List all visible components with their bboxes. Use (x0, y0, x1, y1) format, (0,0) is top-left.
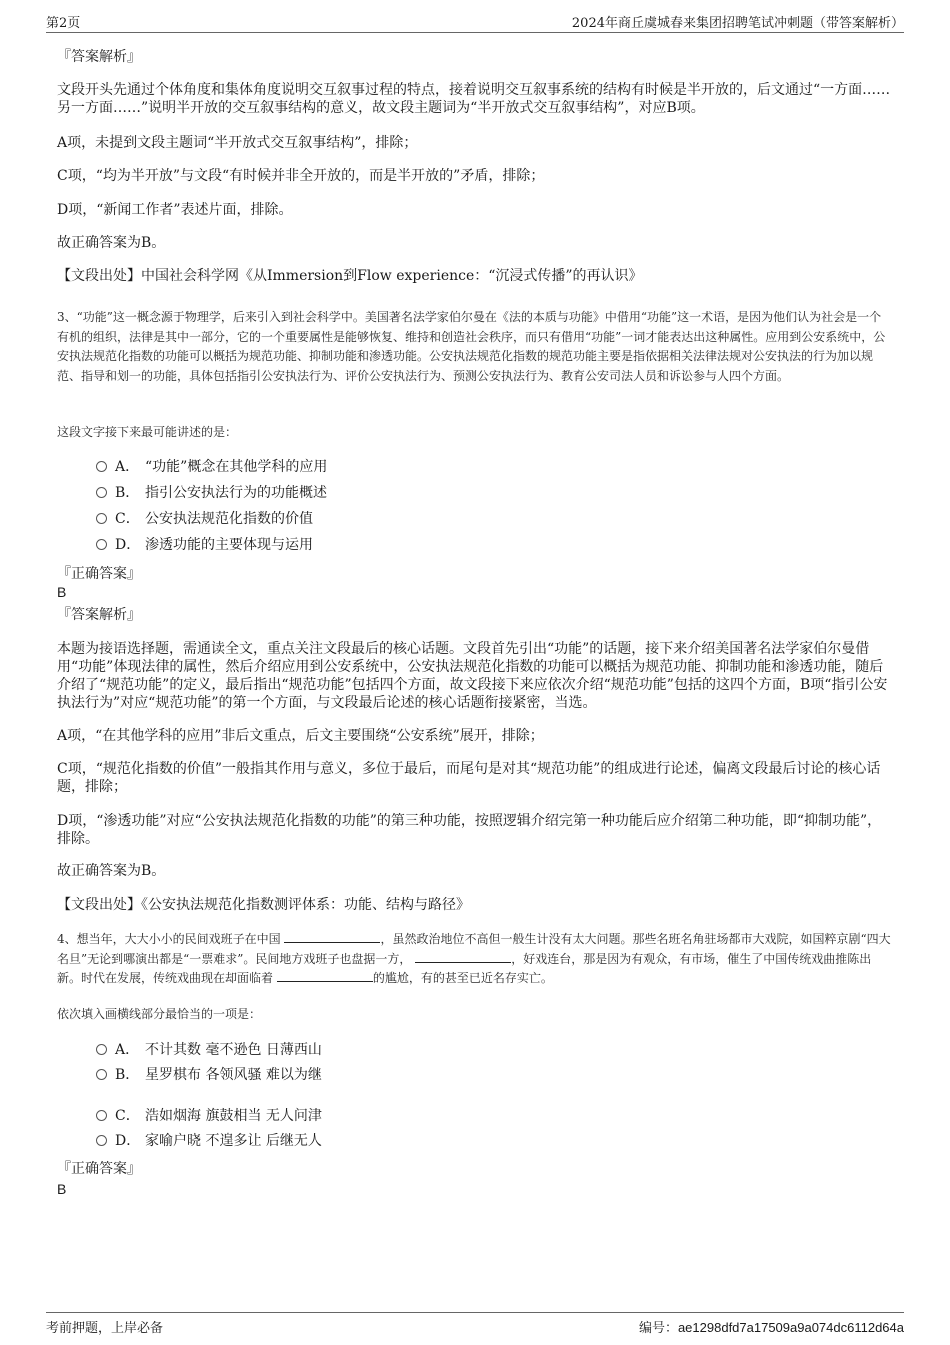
analysis-conclusion: 故正确答案为B。 (57, 235, 166, 251)
question-3-prompt: 这段文字接下来最可能讲述的是： (57, 425, 238, 439)
analysis-conclusion: 故正确答案为B。 (57, 863, 166, 879)
analysis-paragraph: 文段开头先通过个体角度和集体角度说明交互叙事过程的特点，接着说明交互叙事系统的结构有时候是半开放的，后文通过“一方面……另一方面……”说明半开放的交互叙事结构的意义，故文段主题词为“半开放式交互叙事结构”，对应B项。 (57, 82, 891, 116)
radio-icon[interactable] (96, 539, 107, 550)
document-title: 2024年商丘虞城春来集团招聘笔试冲刺题（带答案解析） (571, 16, 904, 31)
option-c[interactable]: C． 浩如烟海 旗鼓相当 无人问津 (96, 1106, 322, 1126)
question-4-stem: 4、想当年，大大小小的民间戏班子在中国 ，虽然政治地位不高但一般生计没有太大问题。那些名班名角驻场都市大戏院，如国粹京剧“四大名旦”无论到哪演出都是“一票难求”。民间地方戏班子也盘据一方， ，好戏连台，那是因为有观众，有市场，催生了中国传统戏曲推陈出新。时代在发展，传统戏曲现在却面临着 的尴尬，有的甚至已近名存实亡。 (57, 932, 891, 985)
radio-icon[interactable] (96, 1110, 107, 1121)
fill-blank (277, 970, 373, 982)
radio-icon[interactable] (96, 461, 107, 472)
analysis-option-d: D项，“渗透功能”对应“公安执法规范化指数的功能”的第三种功能，按照逻辑介绍完第一种功能后应介绍第二种功能，即“抑制功能”，排除。 (57, 813, 882, 847)
correct-answer-label: 『正确答案』 (57, 566, 141, 582)
analysis-paragraph: 本题为接语选择题，需通读全文，重点关注文段最后的核心话题。文段首先引出“功能”的话题，接下来介绍美国著名法学家伯尔曼借用“功能”体现法律的属性，然后介绍应用到公安系统中，公安执法规范化指数的功能可以概括为规范功能、抑制功能和渗透功能，随后介绍了“规范功能”的定义，最后指出“规范功能”包括四个方面，故文段接下来应依次介绍“规范功能”包括的这四个方面，B项“指引公安执法行为”对应“规范功能”的第一个方面，与文段最后论述的核心话题衔接紧密，当选。 (57, 641, 888, 711)
option-b[interactable]: B． 星罗棋布 各领风骚 难以为继 (96, 1065, 322, 1085)
option-d[interactable]: D． 渗透功能的主要体现与运用 (96, 535, 313, 555)
analysis-option-c: C项，“均为半开放”与文段“有时候并非全开放的，而是半开放的”矛盾，排除； (57, 168, 545, 184)
analysis-option-a: A项，未提到文段主题词“半开放式交互叙事结构”，排除； (57, 135, 418, 151)
option-a[interactable]: A． 不计其数 毫不逊色 日薄西山 (96, 1040, 322, 1060)
option-d[interactable]: D． 家喻户晓 不遑多让 后继无人 (96, 1131, 322, 1151)
source-citation: 【文段出处】中国社会科学网《从Immersion到Flow experience：“沉浸式传播”的再认识》 (57, 268, 643, 284)
analysis-option-c: C项，“规范化指数的价值”一般指其作用与意义，多位于最后，而尾句是对其“规范功能”的组成进行论述，偏离文段最后讨论的核心话题，排除； (57, 761, 881, 795)
source-citation: 【文段出处】《公安执法规范化指数测评体系：功能、结构与路径》 (57, 897, 470, 913)
page-header (46, 12, 904, 33)
correct-answer: B (57, 1181, 67, 1197)
analysis-label: 『答案解析』 (57, 49, 141, 65)
question-3-stem: 3、“功能”这一概念源于物理学，后来引入到社会科学中。美国著名法学家伯尔曼在《法的本质与功能》中借用“功能”这一术语，是因为他们认为社会是一个有机的组织，法律是其中一部分，它的一个重要属性是能够恢复、维持和创造社会秩序，而只有借用“功能”一词才能表达出这种属性。应用到公安系统中，公安执法规范化指数的功能可以概括为规范功能、抑制功能和渗透功能。公安执法规范化指数的规范功能主要是指依据相关法律法规对公安执法的行为加以规范、指导和划一的功能，具体包括指引公安执法行为、评价公安执法行为、预测公安执法行为、教育公安司法人员和诉讼参与人四个方面。 (57, 310, 886, 383)
footer-slogan: 考前押题，上岸必备 (46, 1321, 164, 1336)
page-number: 第2页 (46, 16, 81, 31)
fill-blank (415, 951, 511, 963)
analysis-option-d: D项，“新闻工作者”表述片面，排除。 (57, 202, 293, 218)
radio-icon[interactable] (96, 513, 107, 524)
radio-icon[interactable] (96, 1135, 107, 1146)
radio-icon[interactable] (96, 1044, 107, 1055)
document-code: 编号：ae1298dfd7a17509a9a074dc6112d64a (638, 1320, 904, 1336)
question-4-prompt: 依次填入画横线部分最恰当的一项是： (57, 1007, 262, 1021)
analysis-label: 『答案解析』 (57, 607, 141, 623)
fill-blank (284, 931, 380, 943)
option-c[interactable]: C． 公安执法规范化指数的价值 (96, 509, 313, 529)
correct-answer: B (57, 584, 67, 600)
page-footer (46, 1312, 904, 1336)
correct-answer-label: 『正确答案』 (57, 1161, 141, 1177)
option-b[interactable]: B． 指引公安执法行为的功能概述 (96, 483, 327, 503)
radio-icon[interactable] (96, 1069, 107, 1080)
radio-icon[interactable] (96, 487, 107, 498)
analysis-option-a: A项，“在其他学科的应用”非后文重点，后文主要围绕“公安系统”展开，排除； (57, 728, 544, 744)
option-a[interactable]: A． “功能”概念在其他学科的应用 (96, 457, 327, 477)
